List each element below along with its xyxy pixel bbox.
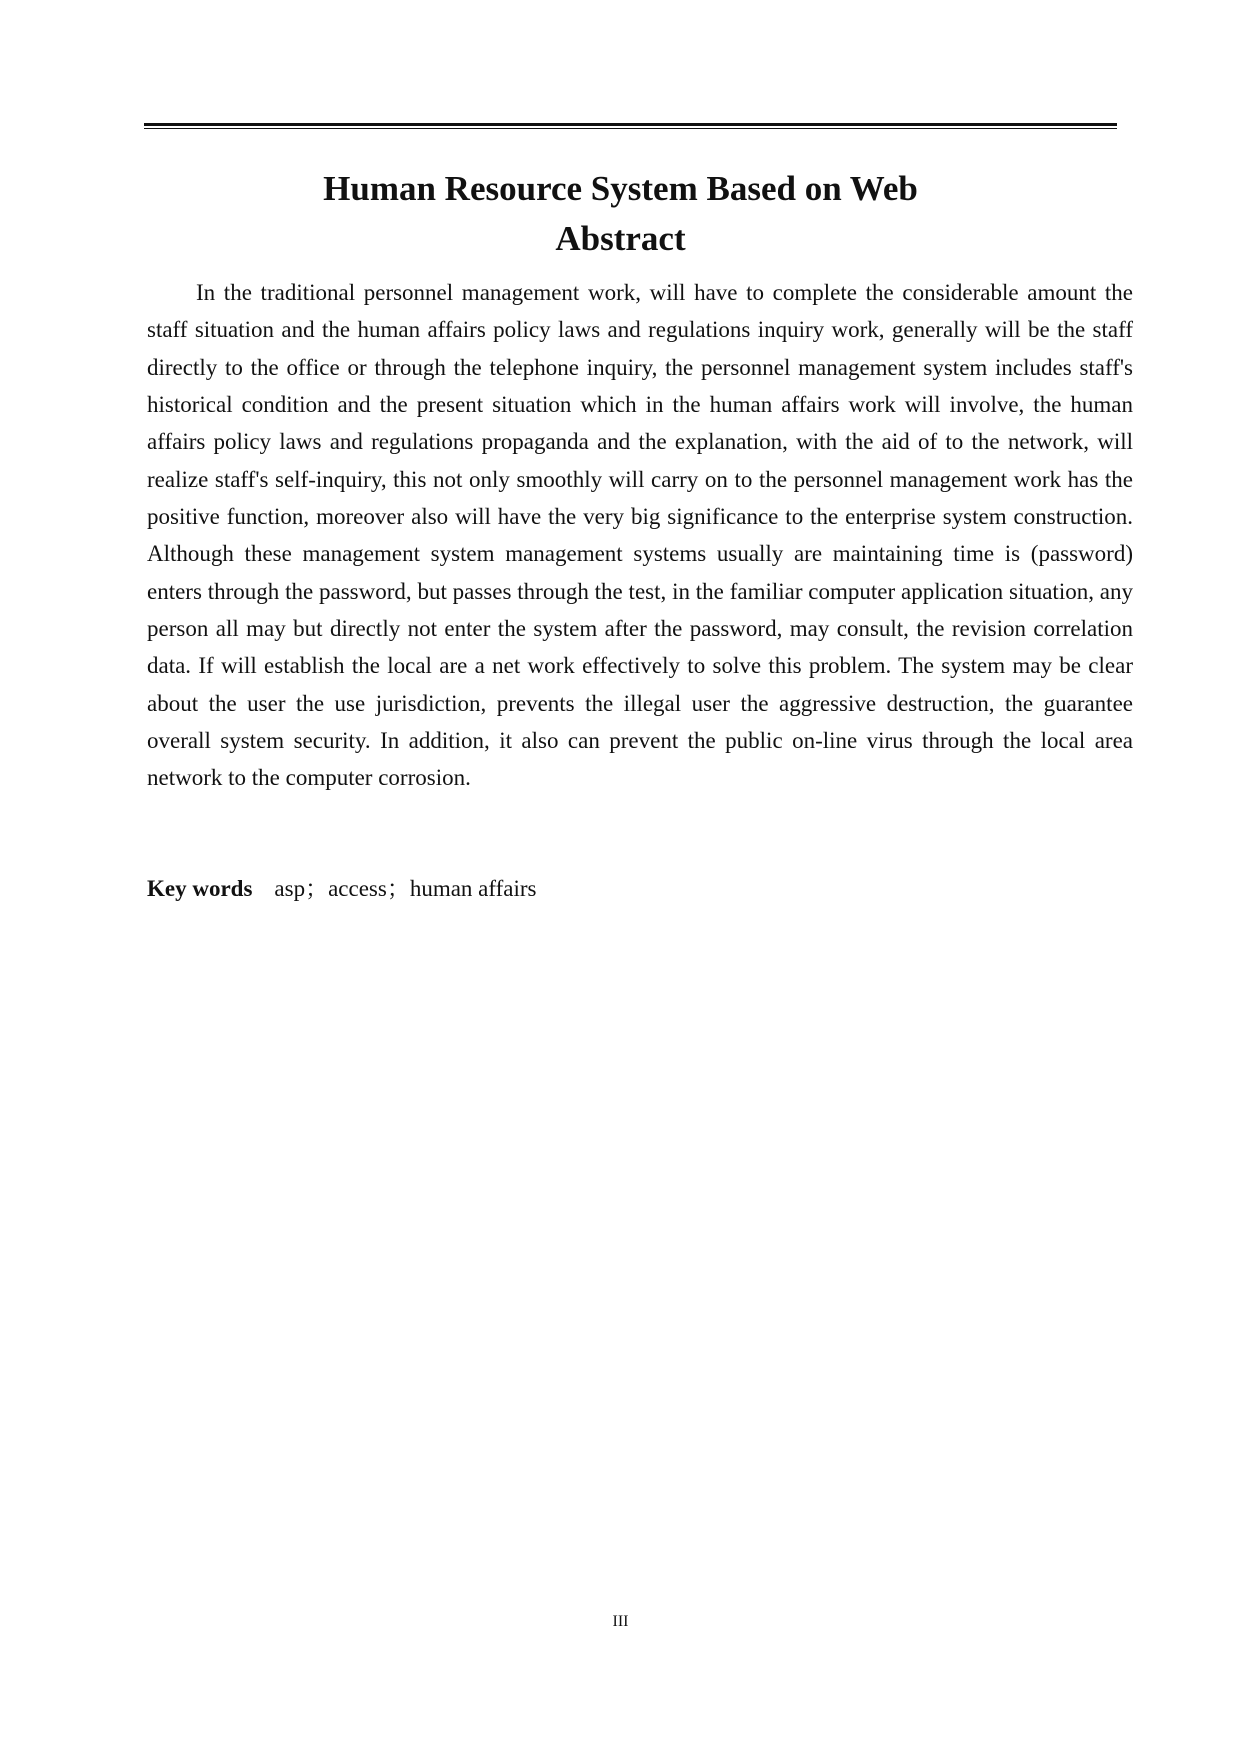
keywords-label: Key words bbox=[147, 876, 253, 901]
keywords-line bbox=[147, 870, 537, 907]
abstract-paragraph: In the traditional personnel management work, will have to complete the considerable amount the staff situation and the human affairs policy laws and regulations inquiry work, generally will be the staff directly to the office or through the telephone inquiry, the personnel management system includes staff's historical condition and the present situation which in the human affairs work will involve, the human affairs policy laws and regulations propaganda and the explanation, with the aid of to the network, will realize staff's self-inquiry, this not only smoothly will carry on to the personnel management work has the positive function, moreover also will have the very big significance to the enterprise system construction. Although these management system management systems usually are maintaining time is (password) enters through the password, but passes through the test, in the familiar computer application situation, any person all may but directly not enter the system after the password, may consult, the revision correlation data. If will establish the local are a net work effectively to solve this problem. The system may be clear about the user the use jurisdiction, prevents the illegal user the aggressive destruction, the guarantee overall system security. In addition, it also can prevent the public on-line virus through the local area network to the computer corrosion. bbox=[147, 280, 1133, 791]
header-double-rule bbox=[144, 123, 1117, 130]
abstract-heading: Abstract bbox=[555, 219, 686, 258]
document-title: Human Resource System Based on Web bbox=[323, 169, 918, 208]
keywords-value: asp；access；human affairs bbox=[274, 876, 537, 901]
header-rule-thick bbox=[144, 123, 1117, 126]
header-rule-thin bbox=[144, 128, 1117, 129]
page-number: III bbox=[612, 1613, 629, 1630]
